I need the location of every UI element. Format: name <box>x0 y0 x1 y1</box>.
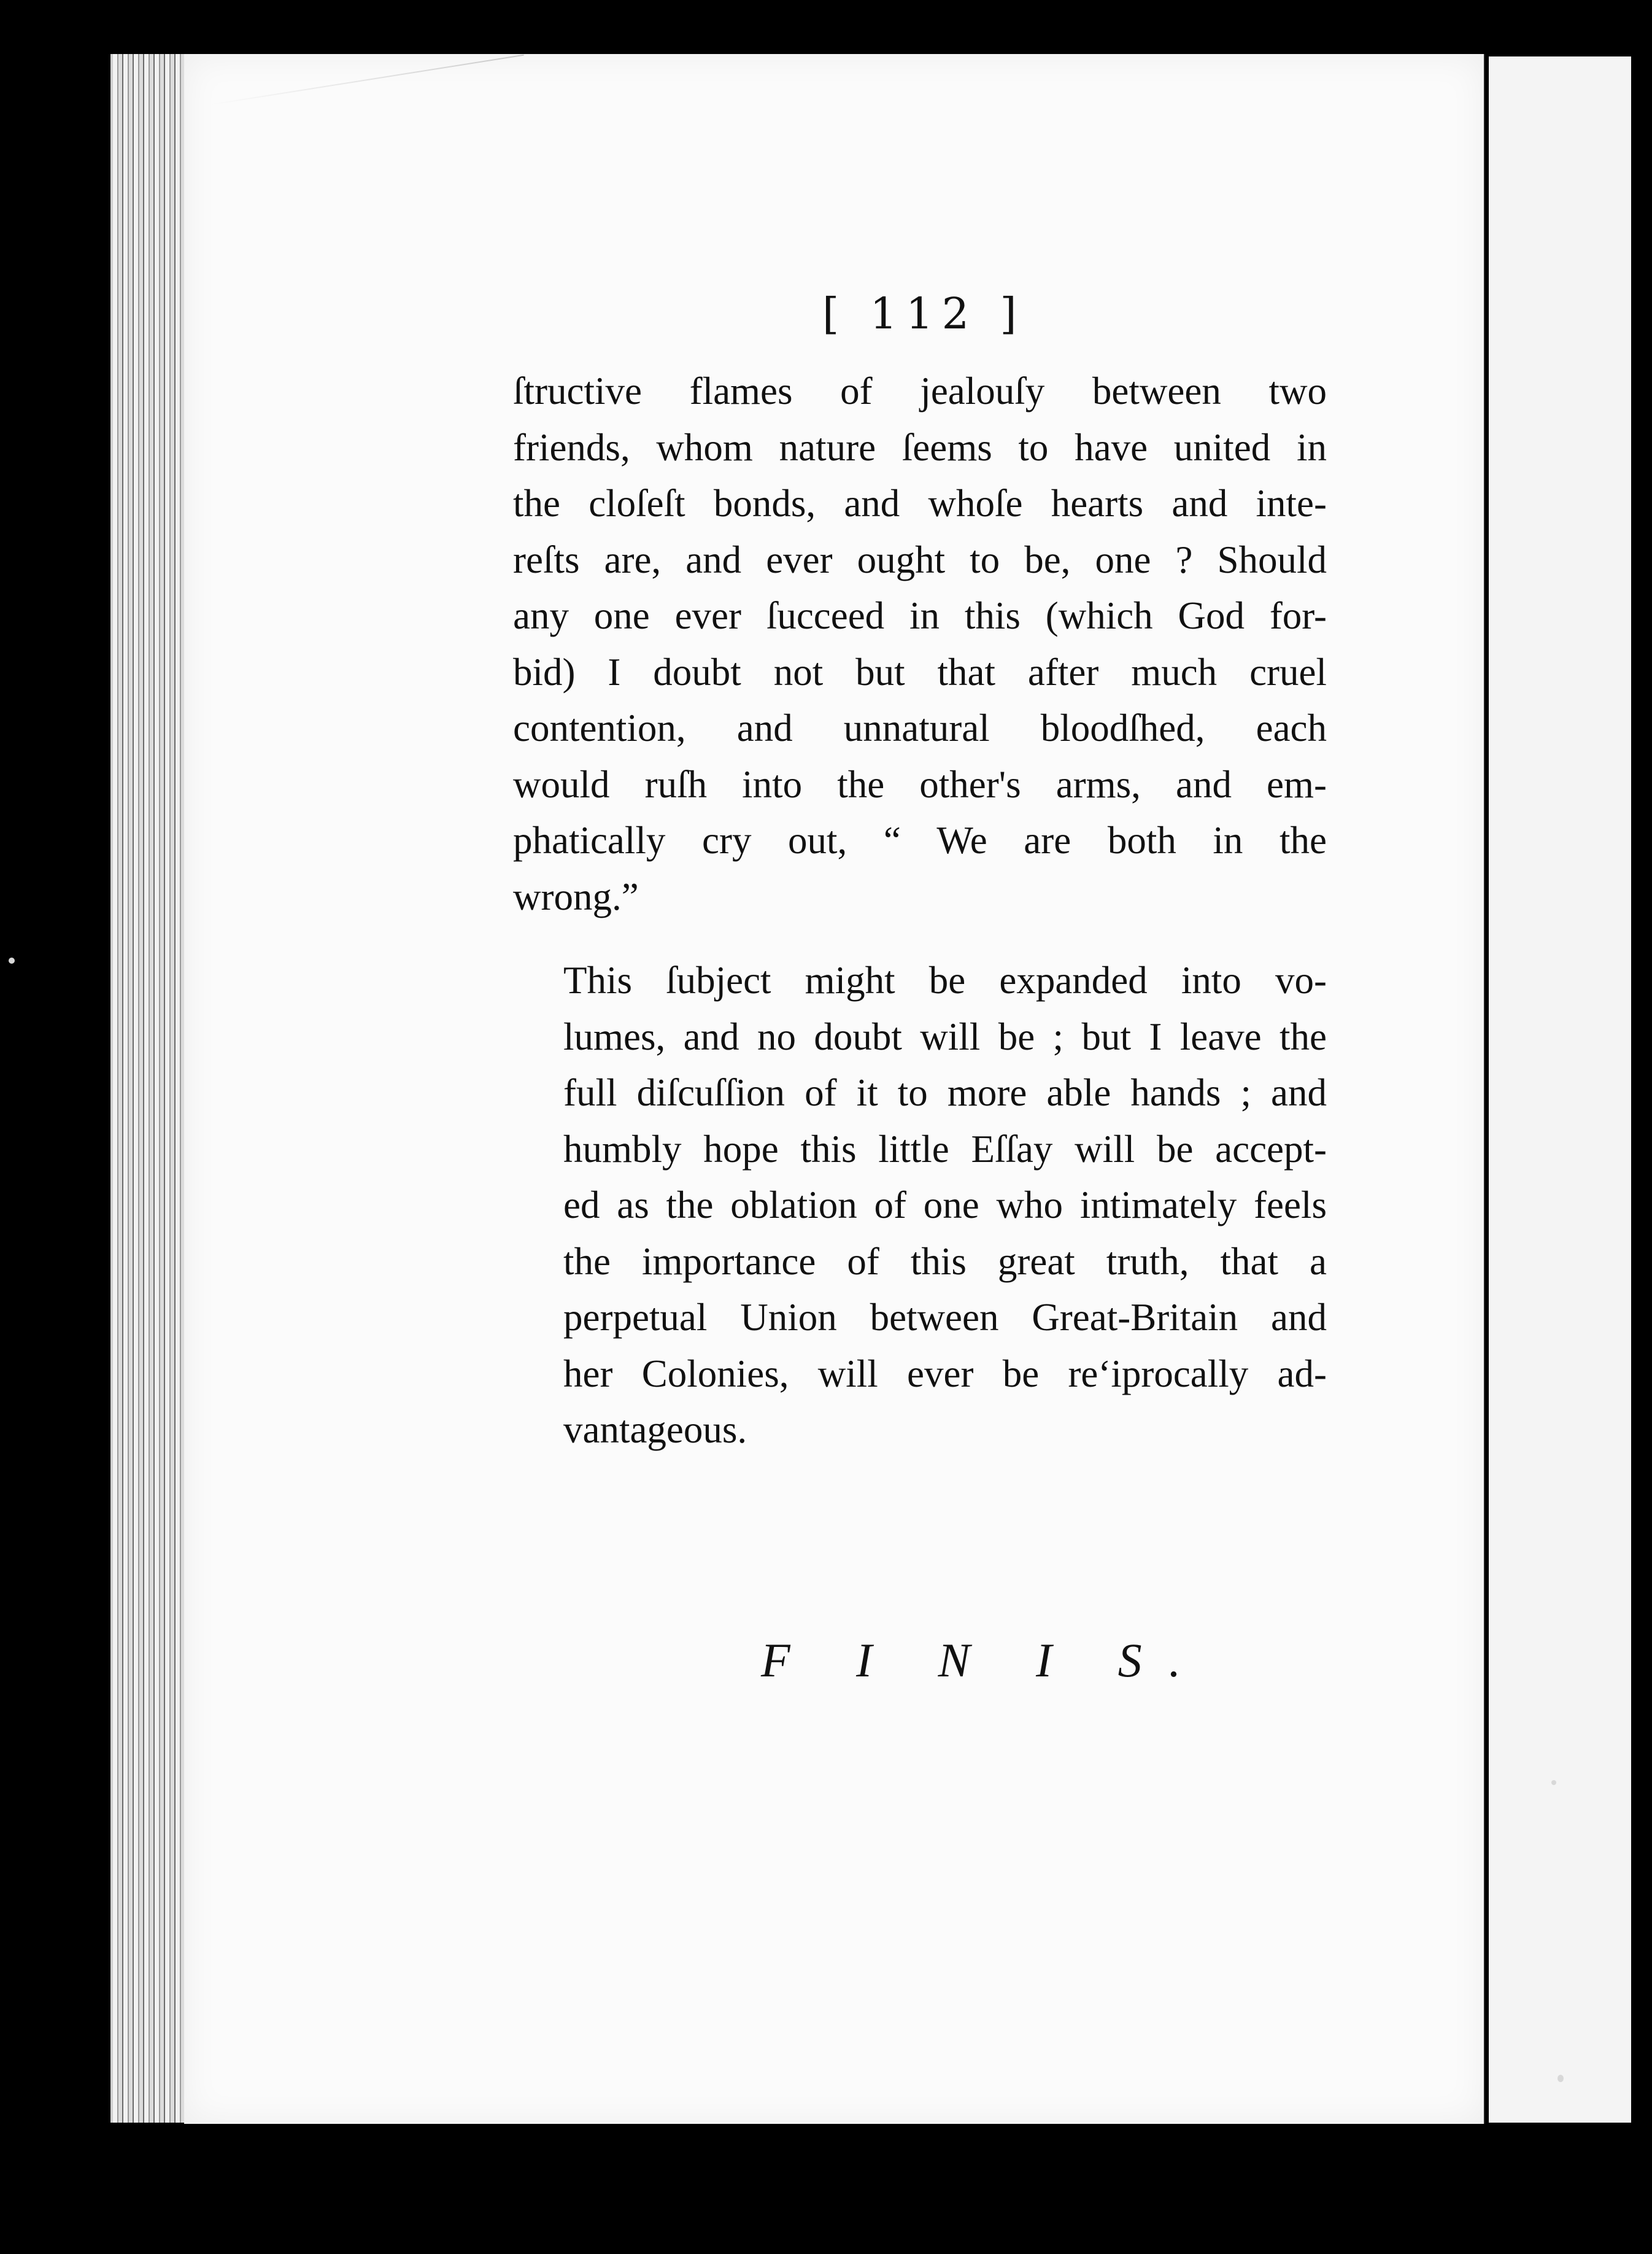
text-line: ſtructive flames of jealouſy between two <box>513 370 1327 412</box>
text-line: humbly hope this little Eſſay will be accept- <box>563 1127 1327 1171</box>
text-line: the importance of this great truth, that a <box>563 1239 1327 1283</box>
text-line: phatically cry out, “ We are both in the <box>513 819 1327 862</box>
text-line: lumes, and no doubt will be ; but I leave the <box>563 1015 1327 1058</box>
text-line: This ſubject might be expanded into vo- <box>563 959 1327 1002</box>
facing-page-edge <box>1485 56 1631 2123</box>
dust-speck <box>9 958 15 964</box>
text-line: bid) I doubt not but that after much cruel <box>513 650 1327 694</box>
dust-speck <box>1557 2075 1564 2082</box>
text-line: contention, and unnatural bloodſhed, each <box>513 707 1327 749</box>
text-line: any one ever ſucceed in this (which God for- <box>513 594 1327 637</box>
text-line: the cloſeſt bonds, and whoſe hearts and inte- <box>513 482 1327 525</box>
text-line: ed as the oblation of one who intimately feels <box>563 1183 1327 1226</box>
body-text <box>513 363 1327 1458</box>
text-line: would ruſh into the other's arms, and em- <box>513 762 1327 806</box>
text-line: reſts are, and ever ought to be, one ? Should <box>513 538 1327 581</box>
text-line: vantageous. <box>563 1408 747 1451</box>
text-line: perpetual Union between Great-Britain and <box>563 1296 1327 1339</box>
text-line: her Colonies, will ever be re‘iprocally ad- <box>563 1352 1327 1395</box>
page-number-header: [ 112 ] <box>822 289 1025 339</box>
finis-colophon: F I N I S. <box>761 1633 1208 1687</box>
dust-speck <box>1551 1780 1556 1785</box>
text-line: friends, whom nature ſeems to have united in <box>513 425 1327 469</box>
paragraph <box>513 953 1327 1458</box>
paragraph <box>513 363 1327 925</box>
text-line: wrong.” <box>513 875 639 918</box>
text-line: full diſcuſſion of it to more able hands ; and <box>563 1071 1327 1114</box>
